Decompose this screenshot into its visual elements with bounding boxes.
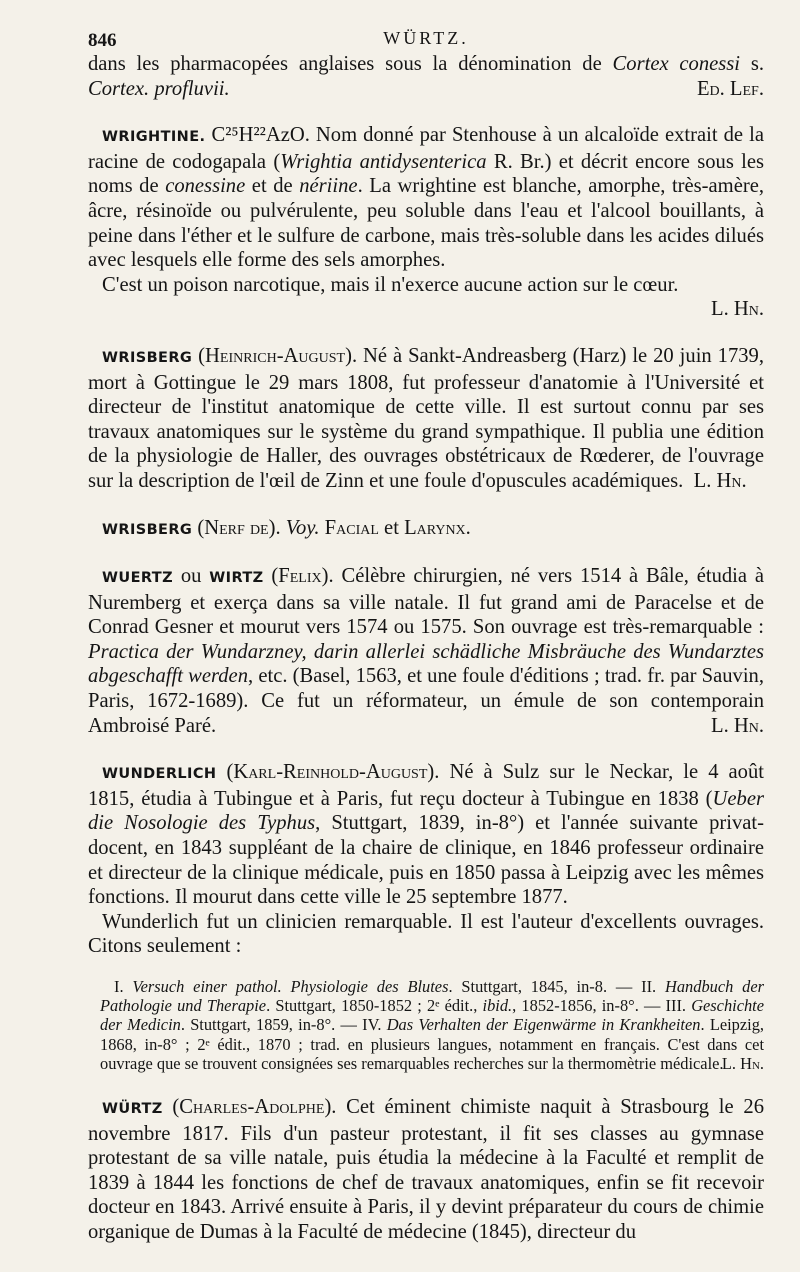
text-run: ). — [268, 516, 286, 539]
author-signature: L. Hn. — [721, 1053, 764, 1073]
headword: WRISBERG — [102, 521, 193, 538]
text-run: s. — [740, 53, 765, 75]
given-names: Heinrich-August — [205, 344, 346, 367]
article-text: C'est un poison narcotique, mais il n'exerce aucune action sur le cœur. — [102, 273, 679, 296]
article-text — [88, 123, 764, 273]
cross-reference: Larynx — [404, 516, 466, 539]
running-head — [88, 22, 764, 52]
author-signature: Ed. Lef. — [696, 77, 764, 100]
text-run: ( — [192, 516, 205, 539]
bibliography-text — [100, 977, 764, 1073]
latin-name: Cortex conessi — [612, 53, 741, 75]
article-continuation — [88, 52, 764, 101]
ibid: ibid. — [482, 996, 513, 1016]
author-signature: L. Hn. — [710, 714, 764, 737]
book-title: Das Verhalten der Eigenwärme in Krankheiten — [386, 1015, 701, 1035]
article-wuertz — [88, 564, 764, 738]
page-body — [88, 52, 764, 1245]
author-signature: L. Hn. — [693, 469, 747, 492]
text-run: . Stuttgart, 1845, in-8. — II. — [448, 977, 666, 996]
text-run: ( — [216, 761, 234, 784]
running-title: WÜRTZ. — [383, 28, 469, 48]
text-run: ). Célèbre chirurgien, né vers 1514 à Bâle, étudia à Nuremberg et exerça dans sa ville natale. Il fut grand ami de Paracelse et de Conrad Gesner et mourut vers 1574 ou 1575. Son ouvrage est très-remarquable : — [88, 565, 765, 639]
subtitle: Nerf de — [204, 516, 269, 539]
text-run: R. Br.) et décrit encore sous les noms de — [88, 150, 765, 198]
text-run: , Stuttgart, 1839, in-8°) et l'année suivante privat-docent, en 1843 suppléant de la chaire de clinique, en 1846 professeur ordinaire et directeur de la clinique médicale, puis en 1850 passa à Leipzig avec les mêmes fonctions. Il mourut dans cette ville le 25 septembre 1877. — [88, 812, 764, 909]
headword: WRISBERG — [102, 349, 193, 366]
given-names: Karl-Reinhold-August — [233, 761, 428, 784]
book-title: Versuch einer pathol. Physiologie des Blutes — [132, 977, 449, 996]
text-run: , 1852-1856, in-8°. — III. — [512, 996, 692, 1016]
text-run: , etc. (Basel, 1563, et une foule d'éditions ; trad. fr. par Sauvin, Paris, 1672-1689). Ce fut un réformateur, un émule de son contemporain Ambroisé Paré. — [88, 665, 764, 737]
article-wrisberg — [88, 344, 764, 494]
text-run: et — [378, 516, 405, 539]
headword: WIRTZ — [209, 570, 264, 587]
text-run: C²⁵H²²AzO. Nom donné par Stenhouse à un alcaloïde extrait de la racine de codogapala ( — [88, 124, 764, 173]
text-run: . Stuttgart, 1859, in-8°. — IV. — [180, 1015, 387, 1035]
see-reference: Voy. — [285, 516, 320, 539]
term: nériine — [299, 175, 358, 198]
latin-name: Wrightia antidysenterica — [280, 150, 487, 173]
page-number: 846 — [88, 30, 117, 51]
text-run: ( — [263, 565, 279, 588]
term: conessine — [165, 175, 246, 198]
book-title: Ueber die Nosologie des Typhus — [88, 787, 764, 835]
text-run: I. — [114, 977, 133, 996]
text-run: . La wrightine est blanche, amorphe, très-amère, âcre, résinoïde ou pulvérulente, peu soluble dans l'eau et l'alcool bouillants, à peine dans l'éther et le sulfure de carbone, mais très-soluble dans les acides dilués avec lesquels elle forme des sels amorphes. — [88, 175, 764, 272]
headword: WUNDERLICH — [102, 766, 217, 783]
text-run: ). Cet éminent chimiste naquit à Strasbourg le 26 novembre 1817. Fils d'un pasteur protestant, il fit ses classes au gymnase protestant de sa ville natale, puis étudia la médecine à la Faculté et remplit de 1839 à 1844 les fonctions de chef de travaux anatomiques, enfin se fit recevoir docteur en 1843. Arrivé ensuite à Paris, il y devint préparateur du cours de chimie organique de Dumas à la Faculté de médecine (1845), directeur du — [88, 1096, 764, 1243]
text-run: . Stuttgart, 1850-1852 ; 2ᵉ édit., — [266, 996, 483, 1016]
bibliography — [100, 977, 764, 1073]
article-wrisberg-nerf — [88, 516, 764, 543]
book-title: Practica der Wundarzney, darin allerlei schädliche Misbräuche des Wundarztes abgeschafft werden — [88, 640, 764, 688]
text-run: . — [465, 516, 471, 539]
headword: WRIGHTINE. — [102, 129, 206, 146]
text-run: ( — [162, 1096, 180, 1119]
article-text: Wunderlich fut un clinicien remarquable. Il est l'auteur d'excellents ouvrages. Citons seulement : — [88, 910, 764, 958]
article-text — [88, 344, 764, 494]
article-text — [88, 564, 764, 738]
latin-name: Cortex. profluvii. — [88, 77, 230, 100]
article-text — [88, 516, 764, 543]
headword: WÜRTZ — [102, 1101, 163, 1118]
text-run: ). Né à Sankt-Andreasberg (Harz) le 20 juin 1739, mort à Gottingue le 29 mars 1808, fut professeur d'anatomie à l'Université et directeur de l'institut anatomique de cette ville. Il est surtout connu par ses travaux anatomiques sur le système du grand sympathique. Il publia une édition de la physiologie de Haller, des ouvrages obstétricaux de Rœderer, de l'ouvrage sur la description de l'œil de Zinn et une foule d'opuscules académiques. — [88, 344, 764, 492]
text-run: . Leipzig, 1868, in-8° ; 2ᵉ édit., 1870 ; trad. en plusieurs langues, notamment en français. C'est dans cet ouvrage que se trouvent consignées ses remarquables recherches sur la thermomètrie médicale. — [100, 1015, 764, 1073]
article-wurtz — [88, 1095, 764, 1245]
article-wunderlich — [88, 760, 764, 1073]
article-text — [88, 760, 764, 910]
text-run: ( — [192, 344, 206, 367]
article-text — [88, 1095, 764, 1245]
headword: WUERTZ — [102, 570, 173, 587]
text-run: et de — [245, 175, 300, 198]
text-run: ou — [173, 565, 210, 588]
book-title: Handbuch der Pathologie und Therapie — [100, 977, 765, 1016]
text-run: dans les pharmacopées anglaises sous la dénomination de — [88, 53, 613, 75]
given-names: Felix — [278, 565, 322, 588]
book-title: Geschichte der Medicin — [100, 996, 765, 1035]
author-signature: L. Hn. — [710, 298, 764, 321]
text-run: ). Né à Sulz sur le Neckar, le 4 août 1815, étudia à Tubingue et à Paris, fut reçu docteur à Tubingue en 1838 ( — [88, 761, 764, 810]
cross-reference: Facial — [324, 516, 379, 539]
article-wrightine — [88, 123, 764, 322]
given-names: Charles-Adolphe — [179, 1096, 325, 1119]
